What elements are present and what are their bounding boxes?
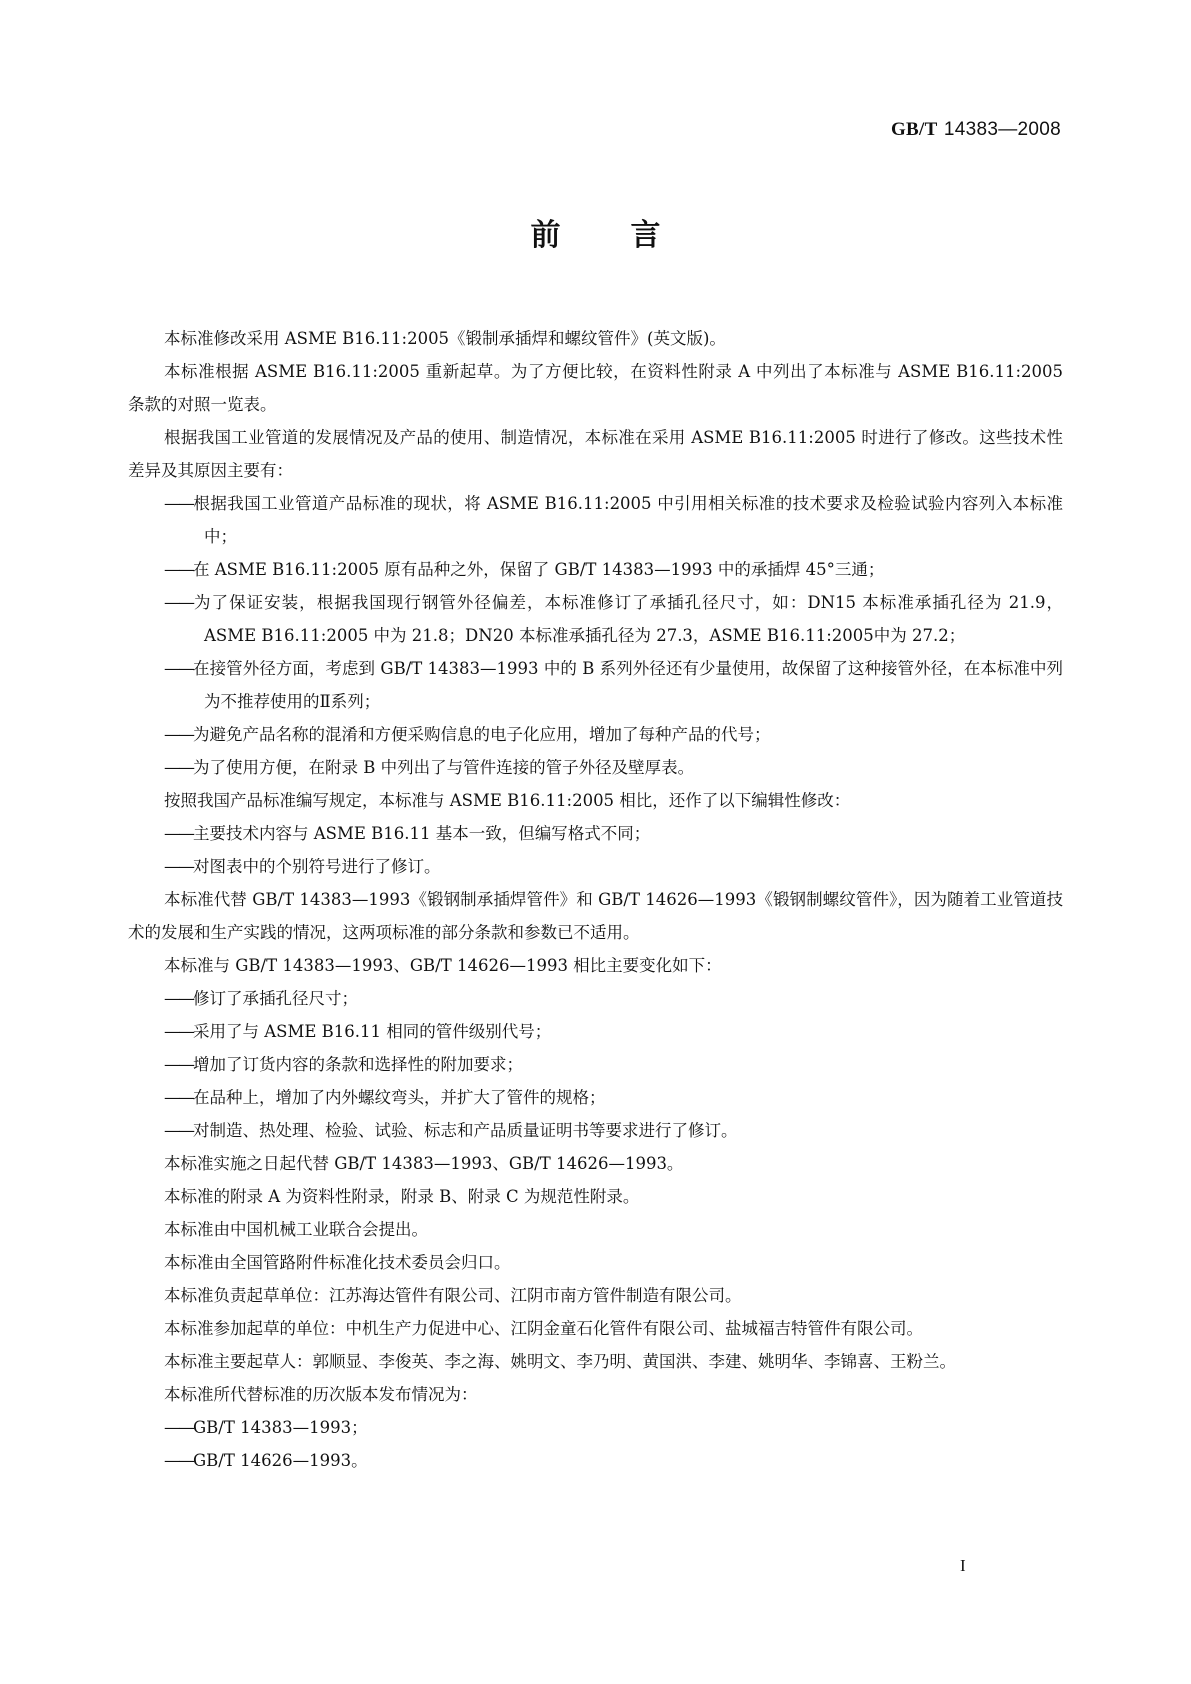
dash-marker: —— — [164, 1055, 193, 1074]
list-item — [128, 850, 1063, 883]
line-text: 为避免产品名称的混淆和方便采购信息的电子化应用，增加了每种产品的代号； — [193, 725, 771, 744]
standard-code-number: 14383—2008 — [943, 119, 1061, 140]
paragraph — [128, 1345, 1063, 1378]
dash-marker: —— — [164, 593, 193, 612]
line-text: 增加了订货内容的条款和选择性的附加要求； — [193, 1055, 523, 1074]
line-text: 本标准所代替标准的历次版本发布情况为： — [164, 1385, 478, 1404]
line-text: 采用了与 ASME B16.11 相同的管件级别代号； — [193, 1022, 552, 1041]
list-item — [128, 652, 1063, 718]
paragraph — [128, 1312, 1063, 1345]
dash-marker: —— — [164, 725, 193, 744]
line-text: 在 ASME B16.11:2005 原有品种之外，保留了 GB/T 14383—1993 中的承插焊 45°三通； — [193, 560, 885, 579]
line-text: 本标准参加起草的单位：中机生产力促进中心、江阴金童石化管件有限公司、盐城福吉特管件有限公司。 — [164, 1319, 923, 1338]
line-text: 本标准与 GB/T 14383—1993、GB/T 14626—1993 相比主要变化如下： — [164, 956, 722, 975]
line-text: 本标准修改采用 ASME B16.11:2005《锻制承插焊和螺纹管件》(英文版)。 — [164, 329, 726, 348]
line-text: 为了使用方便，在附录 B 中列出了与管件连接的管子外径及壁厚表。 — [193, 758, 695, 777]
standard-code-prefix: GB/T — [890, 119, 938, 140]
standard-code-header — [891, 118, 1061, 141]
line-text: 本标准由中国机械工业联合会提出。 — [164, 1220, 428, 1239]
line-text: 本标准代替 GB/T 14383—1993《锻钢制承插焊管件》和 GB/T 14626—1993《锻钢制螺纹管件》，因为随着工业管道技术的发展和生产实践的情况，这两项标准的部分条款和参数已不适用。 — [128, 890, 1063, 942]
list-item — [128, 982, 1063, 1015]
page-title: 前言 — [530, 218, 731, 253]
dash-marker: —— — [164, 659, 193, 678]
line-text: GB/T 14383—1993； — [193, 1418, 368, 1437]
dash-marker: —— — [164, 1022, 193, 1041]
dash-marker: —— — [164, 1088, 193, 1107]
line-text: 本标准的附录 A 为资料性附录，附录 B、附录 C 为规范性附录。 — [164, 1187, 640, 1206]
dash-marker: —— — [164, 824, 193, 843]
list-item — [128, 586, 1063, 652]
paragraph — [128, 421, 1063, 487]
line-text: 在品种上，增加了内外螺纹弯头，并扩大了管件的规格； — [193, 1088, 606, 1107]
line-text: 本标准根据 ASME B16.11:2005 重新起草。为了方便比较，在资料性附录 A 中列出了本标准与 ASME B16.11:2005 条款的对照一览表。 — [128, 362, 1063, 414]
foreword-body — [128, 322, 1063, 1477]
line-text: 主要技术内容与 ASME B16.11 基本一致，但编写格式不同； — [193, 824, 651, 843]
line-text: 为了保证安装，根据我国现行钢管外径偏差，本标准修订了承插孔径尺寸，如：DN15 本标准承插孔径为 21.9，ASME B16.11:2005 中为 21.8；DN20 本标准承插孔径为 27.3，ASME B16.11:2005中为 27.2； — [193, 593, 1063, 645]
page-number: I — [960, 1556, 966, 1575]
line-text: 修订了承插孔径尺寸； — [193, 989, 358, 1008]
dash-marker: —— — [164, 758, 193, 777]
line-text: 对图表中的个别符号进行了修订。 — [193, 857, 441, 876]
line-text: 在接管外径方面，考虑到 GB/T 14383—1993 中的 B 系列外径还有少量使用，故保留了这种接管外径，在本标准中列为不推荐使用的Ⅱ系列； — [193, 659, 1063, 711]
line-text: 本标准主要起草人：郭顺显、李俊英、李之海、姚明文、李乃明、黄国洪、李建、姚明华、李锦喜、王粉兰。 — [164, 1352, 956, 1371]
line-text: 按照我国产品标准编写规定，本标准与 ASME B16.11:2005 相比，还作了以下编辑性修改： — [164, 791, 851, 810]
list-item — [128, 817, 1063, 850]
line-text: 本标准由全国管路附件标准化技术委员会归口。 — [164, 1253, 511, 1272]
list-item — [128, 1048, 1063, 1081]
paragraph — [128, 1213, 1063, 1246]
list-item — [128, 487, 1063, 553]
paragraph — [128, 1246, 1063, 1279]
paragraph — [128, 355, 1063, 421]
list-item — [128, 1444, 1063, 1477]
line-text: 本标准负责起草单位：江苏海达管件有限公司、江阴市南方管件制造有限公司。 — [164, 1286, 742, 1305]
list-item — [128, 1411, 1063, 1444]
dash-marker: —— — [164, 857, 193, 876]
paragraph — [128, 322, 1063, 355]
line-text: 根据我国工业管道的发展情况及产品的使用、制造情况，本标准在采用 ASME B16.11:2005 时进行了修改。这些技术性差异及其原因主要有： — [128, 428, 1063, 480]
dash-marker: —— — [164, 989, 193, 1008]
paragraph — [128, 949, 1063, 982]
paragraph — [128, 1378, 1063, 1411]
dash-marker: —— — [164, 1418, 193, 1437]
paragraph — [128, 1147, 1063, 1180]
paragraph — [128, 1180, 1063, 1213]
list-item — [128, 553, 1063, 586]
dash-marker: —— — [164, 1451, 193, 1470]
paragraph — [128, 784, 1063, 817]
dash-marker: —— — [164, 560, 193, 579]
list-item — [128, 1081, 1063, 1114]
line-text: 根据我国工业管道产品标准的现状，将 ASME B16.11:2005 中引用相关标准的技术要求及检验试验内容列入本标准中； — [193, 494, 1063, 546]
line-text: 对制造、热处理、检验、试验、标志和产品质量证明书等要求进行了修订。 — [193, 1121, 738, 1140]
line-text: 本标准实施之日起代替 GB/T 14383—1993、GB/T 14626—1993。 — [164, 1154, 684, 1173]
paragraph — [128, 1279, 1063, 1312]
list-item — [128, 1015, 1063, 1048]
list-item — [128, 751, 1063, 784]
list-item — [128, 718, 1063, 751]
dash-marker: —— — [164, 1121, 193, 1140]
paragraph — [128, 883, 1063, 949]
dash-marker: —— — [164, 494, 193, 513]
list-item — [128, 1114, 1063, 1147]
line-text: GB/T 14626—1993。 — [193, 1451, 368, 1470]
